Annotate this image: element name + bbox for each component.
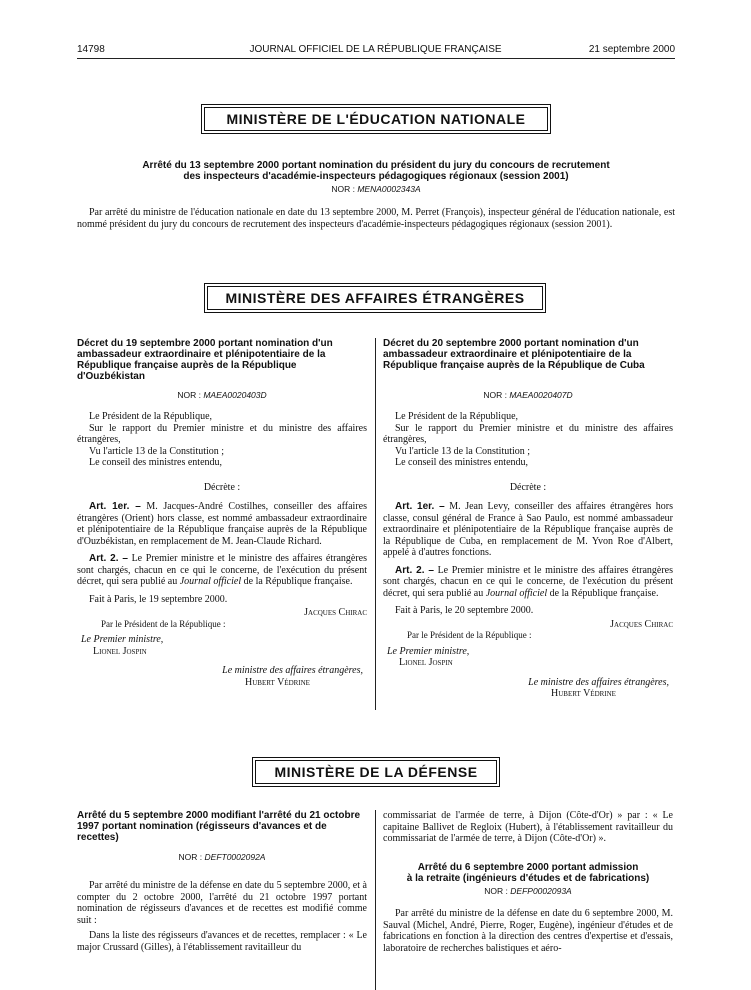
journal-italic: Journal officiel bbox=[485, 587, 548, 599]
minister-name: Hubert Védrine bbox=[551, 688, 616, 699]
paragraph: Dans la liste des régisseurs d'avances et de recettes, remplacer : « Le major Crussard (Gilles), à l'établissement ravitailleur du bbox=[77, 930, 367, 953]
issue-date: 21 septembre 2000 bbox=[588, 44, 675, 55]
arrete-title bbox=[77, 160, 675, 182]
nor-reference bbox=[77, 184, 675, 194]
pm-title: Le Premier ministre, bbox=[81, 634, 164, 645]
fait-a-paris: Fait à Paris, le 19 septembre 2000. bbox=[89, 593, 228, 605]
article-text: de la République française. bbox=[549, 587, 659, 599]
paragraph: commissariat de l'armée de terre, à Dijon (Côte-d'Or) » par : « Le capitaine Ballivet de Regloix (Hubert), à l'établissement ravitailleur du commissariat de l'armée de terre, à Dijon (Côte-d'Or) ». bbox=[383, 810, 673, 844]
article-2 bbox=[77, 553, 367, 588]
article-label: Art. 1er. – bbox=[89, 501, 141, 512]
decree-body-right bbox=[383, 411, 673, 700]
nor-label: NOR : bbox=[484, 886, 508, 896]
preamble-line: Sur le rapport du Premier ministre et du ministre des affaires étrangères, bbox=[383, 422, 673, 445]
nor-reference-right bbox=[383, 886, 673, 896]
pm-title: Le Premier ministre, bbox=[387, 645, 470, 657]
article-text: Le Premier ministre et le ministre des affaires étrangères sont chargés, chacun en ce qui le concerne, de l'exécution du présent décret, qui sera publié au bbox=[77, 553, 367, 587]
ministry-box-education bbox=[201, 104, 551, 134]
arrete-body-right bbox=[383, 908, 673, 954]
preamble-line: Le conseil des ministres entendu, bbox=[89, 457, 223, 468]
title-line: Arrêté du 13 septembre 2000 portant nomination du président du jury du concours de recrutement bbox=[142, 160, 610, 171]
article-1 bbox=[77, 501, 367, 547]
ministry-box-defense bbox=[252, 757, 500, 787]
preamble-line: Le Président de la République, bbox=[89, 411, 213, 422]
minister-name: Hubert Védrine bbox=[245, 676, 310, 688]
page-number: 14798 bbox=[77, 44, 105, 55]
ministry-box-foreign-affairs bbox=[204, 283, 546, 313]
article-text: de la République française. bbox=[243, 576, 353, 587]
decree-title-left: Décret du 19 septembre 2000 portant nomination d'un ambassadeur extraordinaire et plénipotentiaire de la République française auprès de la République d'Ouzbékistan bbox=[77, 338, 333, 382]
minister-title: Le ministre des affaires étrangères, bbox=[222, 665, 363, 676]
paragraph: Par arrêté du ministre de la défense en date du 6 septembre 2000, M. Sauval (Michel, André, Pierre, Roger, Eugène), ingénieur d'études et de fabrications en fonction à la direction des centres d'expertise et d'essais, laboratoire de recherches balistiques et aéro- bbox=[383, 908, 673, 954]
preamble-line: Sur le rapport du Premier ministre et du ministre des affaires étrangères, bbox=[77, 422, 367, 445]
nor-label: NOR : bbox=[177, 390, 201, 400]
nor-code: DEFT0002092A bbox=[204, 852, 266, 862]
title-line: des inspecteurs d'académie-inspecteurs pédagogiques régionaux (session 2001) bbox=[183, 171, 569, 182]
nor-label: NOR : bbox=[331, 184, 355, 194]
minister-title: Le ministre des affaires étrangères, bbox=[528, 676, 669, 688]
preamble-line: Le Président de la République, bbox=[395, 411, 519, 422]
article-2 bbox=[383, 565, 673, 600]
arrete-body-left bbox=[77, 880, 367, 953]
paragraph: Par arrêté du ministre de la défense en date du 5 septembre 2000, et à compter du 2 octobre 2000, l'arrêté du 21 octobre 1997 portant nomination de régisseurs d'avances et de recettes est modifié comme suit : bbox=[77, 880, 367, 926]
decrete-label: Décrète : bbox=[203, 481, 241, 493]
article-text: Le Premier ministre et le ministre des affaires étrangères sont chargés, chacun en ce qui le concerne, de l'exécution du présent décret, qui sera publié au bbox=[383, 564, 673, 599]
ministry-title: MINISTÈRE DE LA DÉFENSE bbox=[255, 760, 497, 784]
nor-code: MENA0002343A bbox=[357, 184, 421, 194]
continuation-text bbox=[383, 810, 673, 845]
nor-code: DEFP0002093A bbox=[510, 886, 572, 896]
preamble-line: Le conseil des ministres entendu, bbox=[395, 457, 529, 468]
header-rule bbox=[77, 58, 675, 59]
nor-code: MAEA0020407D bbox=[509, 390, 573, 400]
signatory: Jacques Chirac bbox=[304, 607, 367, 618]
column-divider bbox=[375, 338, 376, 710]
arrete-body bbox=[77, 207, 675, 230]
ministry-title: MINISTÈRE DE L'ÉDUCATION NATIONALE bbox=[204, 107, 548, 131]
signatory: Jacques Chirac bbox=[610, 618, 673, 630]
decree-title-right: Décret du 20 septembre 2000 portant nomination d'un ambassadeur extraordinaire et plénipotentiaire de la République française auprès de la République de Cuba bbox=[383, 338, 645, 371]
pm-name: Lionel Jospin bbox=[93, 645, 147, 657]
arrete-title-right bbox=[383, 862, 673, 884]
nor-label: NOR : bbox=[178, 852, 203, 862]
article-text: M. Jean Levy, conseiller des affaires étrangères hors classe, consul général de France à Sao Paulo, est nommé ambassadeur extraordinaire et plénipotentiaire de la République française auprès de la République de Cuba, en remplacement de M. Yvon Roe d'Albert, appelé à d'autres fonctions. bbox=[383, 501, 673, 558]
par-le-president: Par le Président de la République : bbox=[407, 630, 532, 640]
article-1 bbox=[383, 501, 673, 559]
journal-title: JOURNAL OFFICIEL DE LA RÉPUBLIQUE FRANÇAISE bbox=[249, 44, 502, 55]
nor-reference-left bbox=[77, 852, 367, 862]
article-text: M. Jacques-André Costilhes, conseiller des affaires étrangères (Orient) hors classe, est nommé ambassadeur extraordinaire et plénipotentiaire de la République française auprès de la République d'Ouzbékistan, en remplacement de M. Jean-Claude Richard. bbox=[77, 501, 367, 547]
decree-body-left bbox=[77, 411, 367, 688]
article-label: Art. 1er. – bbox=[395, 501, 445, 512]
pm-name: Lionel Jospin bbox=[399, 657, 453, 668]
ministry-title: MINISTÈRE DES AFFAIRES ÉTRANGÈRES bbox=[207, 286, 543, 310]
article-label: Art. 2. – bbox=[89, 553, 128, 564]
article-label: Art. 2. – bbox=[395, 564, 434, 576]
preamble-line: Vu l'article 13 de la Constitution ; bbox=[395, 445, 531, 457]
nor-reference-right bbox=[383, 390, 673, 400]
title-line: à la retraite (ingénieurs d'études et de fabrications) bbox=[406, 873, 650, 884]
nor-label: NOR : bbox=[483, 390, 507, 400]
par-le-president: Par le Président de la République : bbox=[101, 618, 226, 629]
arrete-title-left: Arrêté du 5 septembre 2000 modifiant l'arrêté du 21 octobre 1997 portant nomination (régisseurs d'avances et de recettes) bbox=[77, 810, 361, 843]
journal-italic: Journal officiel bbox=[179, 576, 242, 587]
nor-code: MAEA0020403D bbox=[203, 390, 267, 400]
paragraph: Par arrêté du ministre de l'éducation nationale en date du 13 septembre 2000, M. Perret (François), inspecteur général de l'éducation nationale, est nommé président du jury du concours de recrutement des inspecteurs d'académie-inspecteurs pédagogiques régionaux (session 2001). bbox=[77, 207, 675, 230]
nor-reference-left bbox=[77, 390, 367, 400]
column-divider bbox=[375, 810, 376, 990]
fait-a-paris: Fait à Paris, le 20 septembre 2000. bbox=[395, 605, 534, 616]
decrete-label: Décrète : bbox=[509, 481, 547, 493]
preamble-line: Vu l'article 13 de la Constitution ; bbox=[89, 445, 225, 457]
title-line: Arrêté du 6 septembre 2000 portant admission bbox=[417, 862, 639, 873]
